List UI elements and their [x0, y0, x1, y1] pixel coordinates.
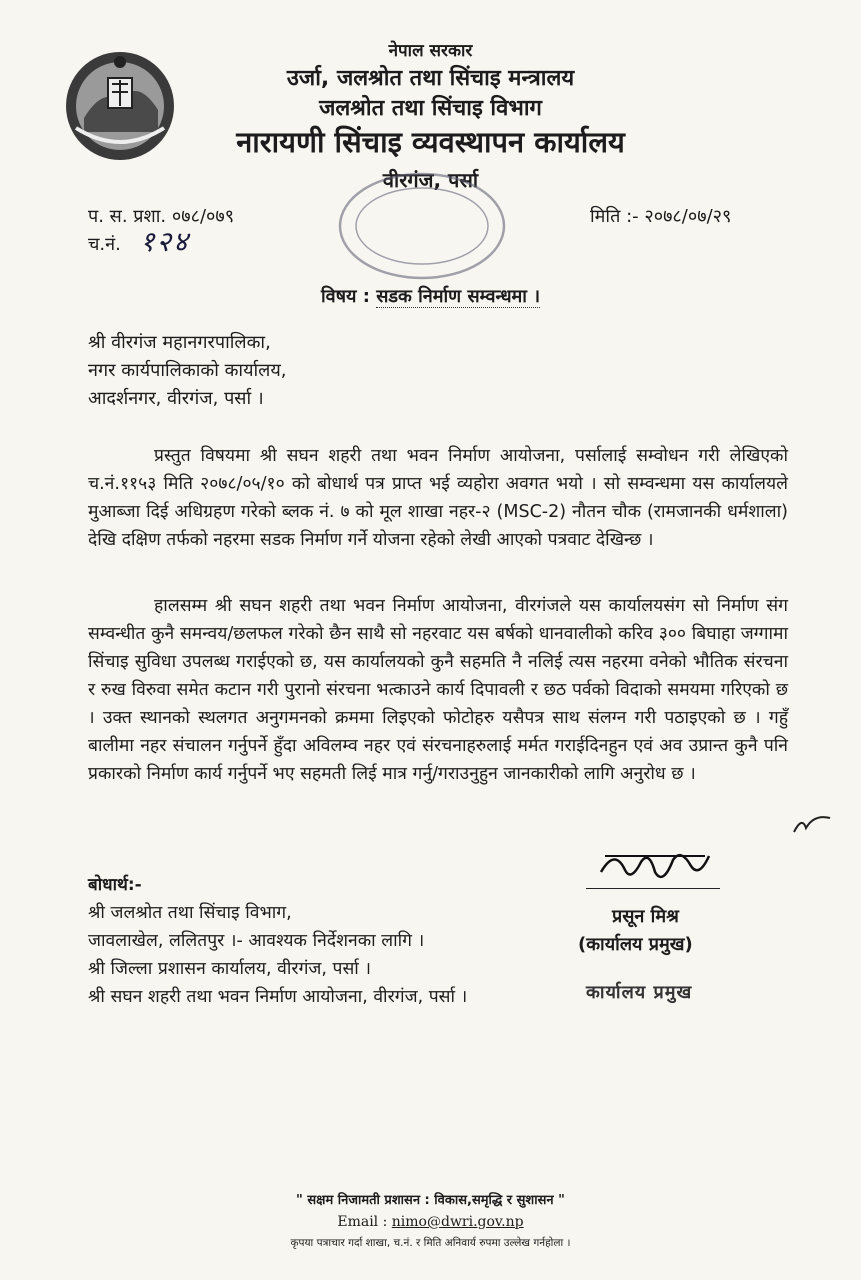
cc-line-2: जावलाखेल, ललितपुर ।- आवश्यक निर्देशनका लागि । — [88, 931, 425, 951]
office-name: नारायणी सिंचाइ व्यवस्थापन कार्यालय — [236, 125, 625, 159]
reference-number: प. स. प्रशा. ०७८/०७९ — [88, 206, 235, 227]
recipient-line-3: आदर्शनगर, वीरगंज, पर्सा । — [88, 388, 264, 409]
recipient-line-1: श्री वीरगंज महानगरपालिका, — [88, 332, 271, 353]
recipient-line-2: नगर कार्यपालिकाको कार्यालय, — [88, 360, 287, 381]
handwritten-signature-icon — [595, 842, 715, 892]
cn-number: १२४ — [140, 225, 190, 258]
cc-line-4: श्री सघन शहरी तथा भवन निर्माण आयोजना, वीरगंज, पर्सा । — [88, 987, 468, 1007]
department-name: जलश्रोत तथा सिंचाइ विभाग — [319, 96, 542, 121]
footer-motto: " सक्षम निजामती प्रशासन : विकास,समृद्धि र सुशासन " — [296, 1193, 565, 1208]
body-paragraph-2: हालसम्म श्री सघन शहरी तथा भवन निर्माण आयोजना, वीरगंजले यस कार्यालयसंग सो निर्माण संग सम्वन्धीत कुनै समन्वय/छलफल गरेको छैन साथै सो नहरवाट यस बर्षको धानवालीको करिव ३०० बिघाहा जग्गामा सिंचाइ सुविधा उपलब्ध गराईएको छ, यस कार्यालयको कुनै सहमति नै नलिई त्यस नहरमा वनेको भौतिक संरचना र रुख विरुवा समेत कटान गरी पुरानो संरचना भत्काउने कार्य दिपावली र छठ पर्वको विदाको समयमा गरिएको छ । उक्त स्थानको स्थलगत अनुगमनको क्रममा लिइएको फोटोहरु यसैपत्र साथ संलग्न गरी पठाइएको छ । गहुँ बालीमा नहर संचालन गर्नुपर्ने हुँदा अविलम्व नहर एवं संरचनाहरुलाई मर्मत गराईदिनहुन एवं अव उप्रान्त कुनै पनि प्रकारको निर्माण कार्य गर्नुपर्ने भए सहमती लिई मात्र गर्नु/गराउनुहुन जानकारीको लागि अनुरोध छ । — [88, 596, 788, 784]
signer-name: प्रसून मिश्र — [612, 906, 679, 927]
cc-line-1: श्री जलश्रोत तथा सिंचाइ विभाग, — [88, 903, 292, 923]
ministry-name: उर्जा, जलश्रोत तथा सिंचाइ मन्त्रालय — [286, 66, 575, 91]
letter-date: मिति :- २०७८/०७/२९ — [590, 206, 732, 227]
subject-text: सडक निर्माण सम्वन्धमा । — [376, 286, 541, 307]
body-paragraph-1: प्रस्तुत विषयमा श्री सघन शहरी तथा भवन निर्माण आयोजना, पर्सालाई सम्वोधन गरी लेखिएको च.नं.११५३ मिति २०७८/०५/१० को बोधार्थ पत्र प्राप्त भई व्यहोरा अवगत भयो । सो सम्वन्धमा यस कार्यालयले मुआब्जा दिई अधिग्रहण गरेको ब्लक नं. ७ को मूल शाखा नहर-२ (MSC-2) नौतन चौक (रामजानकी धर्मशाला) देखि दक्षिण तर्फको नहरमा सडक निर्माण गर्ने योजना रहेको लेखी आएको पत्रवाट देखिन्छ । — [88, 446, 788, 550]
office-stamp-icon — [332, 166, 512, 284]
email-label: Email : — [337, 1214, 388, 1230]
initial-mark-icon — [792, 812, 832, 838]
signature-line — [586, 888, 720, 889]
footer-note: कृपया पत्राचार गर्दा शाखा, च.नं. र मिति अनिवार्य रुपमा उल्लेख गर्नहोला । — [290, 1237, 571, 1249]
cn-label: च.नं. — [88, 234, 121, 255]
cc-line-3: श्री जिल्ला प्रशासन कार्यालय, वीरगंज, पर्सा । — [88, 959, 372, 979]
designation-stamp: कार्यालय प्रमुख — [586, 982, 693, 1003]
government-name: नेपाल सरकार — [388, 41, 473, 61]
office-location: वीरगंज, पर्सा — [382, 168, 479, 192]
subject-label: विषय : — [320, 286, 370, 307]
signer-title: (कार्यालय प्रमुख) — [578, 934, 693, 955]
subject-line — [0, 284, 861, 308]
cc-title: बोधार्थ:- — [88, 875, 142, 895]
footer-email — [0, 1214, 861, 1230]
email-link[interactable]: nimo@dwri.gov.np — [391, 1214, 524, 1230]
